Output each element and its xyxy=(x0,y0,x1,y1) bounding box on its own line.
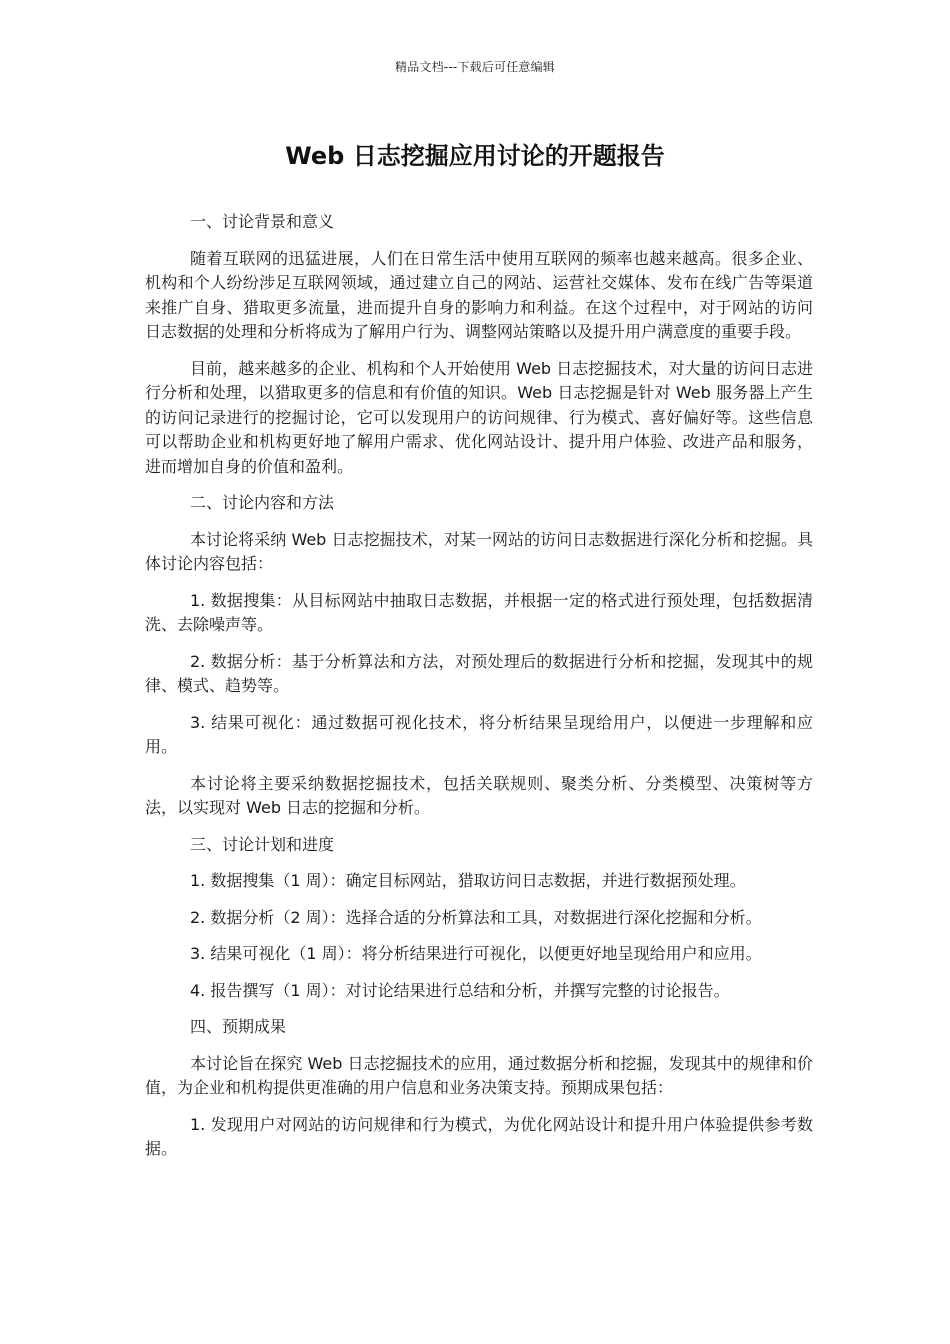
list-item: 1. 数据搜集：从目标网站中抽取日志数据，并根据一定的格式进行预处理，包括数据清洗、去除噪声等。 xyxy=(145,590,813,634)
paragraph: 本讨论将采纳 Web 日志挖掘技术，对某一网站的访问日志数据进行深化分析和挖掘。具体讨论内容包括： xyxy=(145,529,813,573)
schedule-item: 4. 报告撰写（1 周）：对讨论结果进行总结和分析，并撰写完整的讨论报告。 xyxy=(190,980,730,1000)
section-heading: 四、预期成果 xyxy=(190,1017,287,1036)
list-item: 1. 发现用户对网站的访问规律和行为模式，为优化网站设计和提升用户体验提供参考数据。 xyxy=(145,1114,813,1158)
document-title: Web 日志挖掘应用讨论的开题报告 xyxy=(285,142,665,170)
paragraph: 目前，越来越多的企业、机构和个人开始使用 Web 日志挖掘技术，对大量的访问日志进行分析和处理，以猎取更多的信息和有价值的知识。Web 日志挖掘是针对 Web 服务器上产生的访问记录进行的挖掘讨论，它可以发现用户的访问规律、行为模式、喜好偏好等。这些信息可以帮助企业和机构更好地了解用户需求、优化网站设计、提升用户体验、改进产品和服务，进而增加自身的价值和盈利。 xyxy=(145,358,813,476)
list-item: 2. 数据分析：基于分析算法和方法，对预处理后的数据进行分析和挖掘，发现其中的规律、模式、趋势等。 xyxy=(145,651,813,695)
paragraph: 随着互联网的迅猛进展，人们在日常生活中使用互联网的频率也越来越高。很多企业、机构和个人纷纷涉足互联网领域，通过建立自己的网站、运营社交媒体、发布在线广告等渠道来推广自身、猎取更多流量，进而提升自身的影响力和利益。在这个过程中，对于网站的访问日志数据的处理和分析将成为了解用户行为、调整网站策略以及提升用户满意度的重要手段。 xyxy=(145,248,813,341)
section-heading: 二、讨论内容和方法 xyxy=(190,493,335,512)
list-item: 3. 结果可视化：通过数据可视化技术，将分析结果呈现给用户，以便进一步理解和应用。 xyxy=(145,712,813,756)
document-body xyxy=(145,210,813,1174)
page-header: 精品文档---下载后可任意编辑 xyxy=(395,60,555,74)
section-heading: 三、讨论计划和进度 xyxy=(190,834,335,854)
section-heading: 一、讨论背景和意义 xyxy=(190,212,335,231)
schedule-item: 2. 数据分析（2 周）：选择合适的分析算法和工具，对数据进行深化挖掘和分析。 xyxy=(190,907,762,927)
schedule-item: 1. 数据搜集（1 周）：确定目标网站，猎取访问日志数据，并进行数据预处理。 xyxy=(190,871,746,890)
schedule-item: 3. 结果可视化（1 周）：将分析结果进行可视化，以便更好地呈现给用户和应用。 xyxy=(190,944,762,963)
paragraph: 本讨论将主要采纳数据挖掘技术，包括关联规则、聚类分析、分类模型、决策树等方法，以实现对 Web 日志的挖掘和分析。 xyxy=(145,773,813,817)
paragraph: 本讨论旨在探究 Web 日志挖掘技术的应用，通过数据分析和挖掘，发现其中的规律和价值，为企业和机构提供更准确的用户信息和业务决策支持。预期成果包括： xyxy=(145,1053,813,1097)
